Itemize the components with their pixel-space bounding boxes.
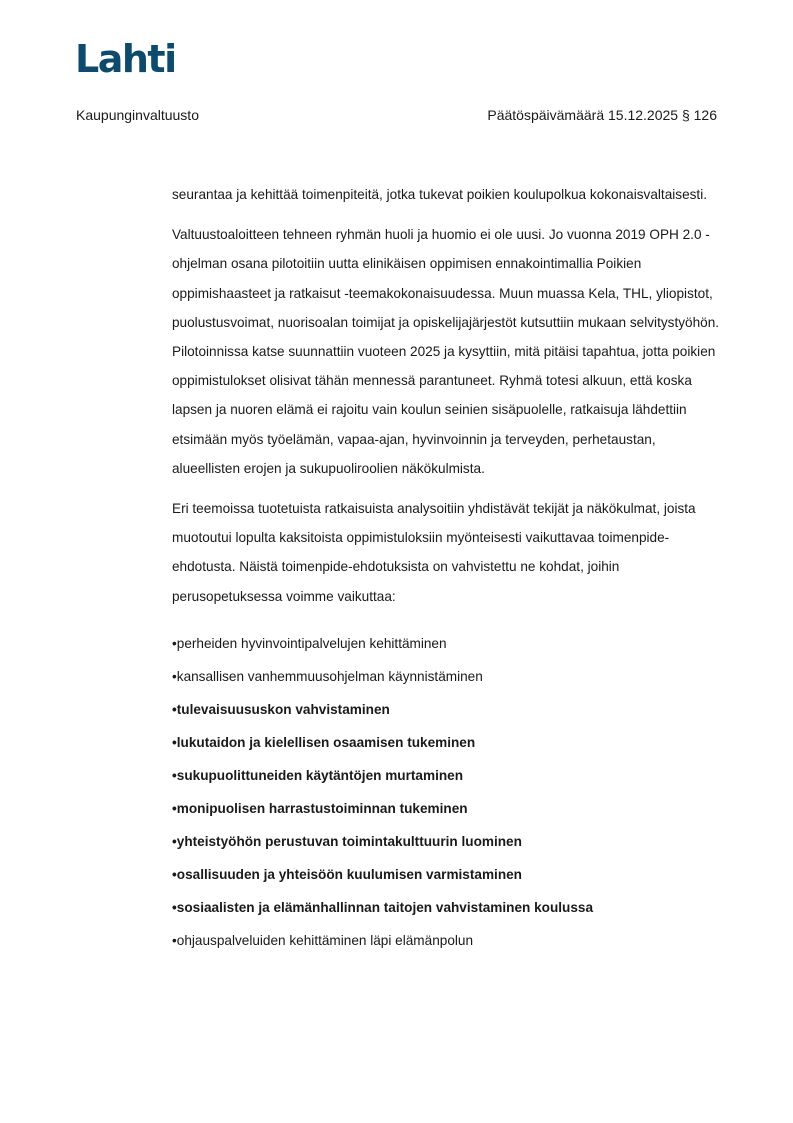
paragraph-3: Eri teemoissa tuotetuista ratkaisuista analysoitiin yhdistävät tekijät ja näkökulmat, joista muotoutui lopulta kaksitoista oppimistuloksiin myönteisesti vaikuttavaa toimenpide-ehdotusta. Näistä toimenpide-ehdotuksista on vahvistettu ne kohdat, joihin perusopetuksessa voimme vaikuttaa: xyxy=(172,501,696,604)
bullet-dot: • xyxy=(172,734,177,750)
list-item-text: ohjauspalveluiden kehittäminen läpi elämänpolun xyxy=(176,932,474,948)
decision-reference: Päätöspäivämäärä 15.12.2025 § 126 xyxy=(487,107,717,123)
paragraph-1: seurantaa ja kehittää toimenpiteitä, jotka tukevat poikien koulupolkua kokonaisvaltaisesti. xyxy=(172,187,708,202)
bullet-dot: • xyxy=(172,635,177,651)
list-item-text: sukupuolittuneiden käytäntöjen murtaminen xyxy=(176,767,464,783)
list-item-text: monipuolisen harrastustoiminnan tukeminen xyxy=(176,800,468,816)
list-item xyxy=(172,660,722,693)
bullet-dot: • xyxy=(172,866,177,882)
lahti-logo: Lahti xyxy=(75,37,176,81)
list-item-text: tulevaisuususkon vahvistaminen xyxy=(176,701,390,717)
list-item xyxy=(172,792,722,825)
bullet-dot: • xyxy=(172,800,177,816)
list-item xyxy=(172,759,722,792)
list-item-text: yhteistyöhön perustuvan toimintakulttuurin luominen xyxy=(176,833,522,849)
list-item xyxy=(172,693,722,726)
list-item xyxy=(172,924,722,957)
bullet-dot: • xyxy=(172,833,177,849)
list-item xyxy=(172,891,722,924)
list-item-text: osallisuuden ja yhteisöön kuulumisen varmistaminen xyxy=(176,866,522,882)
bullet-dot: • xyxy=(172,932,177,948)
bullet-dot: • xyxy=(172,668,177,684)
list-item xyxy=(172,726,722,759)
list-item-text: sosiaalisten ja elämänhallinnan taitojen vahvistaminen koulussa xyxy=(176,899,594,915)
bullet-dot: • xyxy=(172,767,177,783)
list-item-text: kansallisen vanhemmuusohjelman käynnistäminen xyxy=(176,668,483,684)
document-body xyxy=(172,180,722,957)
bullet-dot: • xyxy=(172,899,177,915)
list-item xyxy=(172,627,722,660)
list-item xyxy=(172,825,722,858)
list-item-text: lukutaidon ja kielellisen osaamisen tukeminen xyxy=(176,734,476,750)
list-item-text: perheiden hyvinvointipalvelujen kehittäminen xyxy=(176,635,447,651)
list-item xyxy=(172,858,722,891)
organization-name: Kaupunginvaltuusto xyxy=(76,107,199,123)
paragraph-2: Valtuustoaloitteen tehneen ryhmän huoli ja huomio ei ole uusi. Jo vuonna 2019 OPH 2.0 -ohjelman osana pilotoitiin uutta elinikäisen oppimisen ennakointimallia Poikien oppimishaasteet ja ratkaisut -teemakokonaisuudessa. Muun muassa Kela, THL, yliopistot, puolustusvoimat, nuorisoalan toimijat ja opiskelijajärjestöt kutsuttiin mukaan selvitystyöhön. Pilotoinnissa katse suunnattiin vuoteen 2025 ja kysyttiin, mitä pitäisi tapahtua, jotta poikien oppimistulokset olisivat tähän mennessä parantuneet. Ryhmä totesi alkuun, että koska lapsen ja nuoren elämä ei rajoitu vain koulun seinien sisäpuolelle, ratkaisuja lähdettiin etsimään myös työelämän, vapaa-ajan, hyvinvoinnin ja terveyden, perhetaustan, alueellisten erojen ja sukupuoliroolien näkökulmista. xyxy=(172,227,720,476)
bullet-dot: • xyxy=(172,701,177,717)
measures-list xyxy=(172,627,722,957)
